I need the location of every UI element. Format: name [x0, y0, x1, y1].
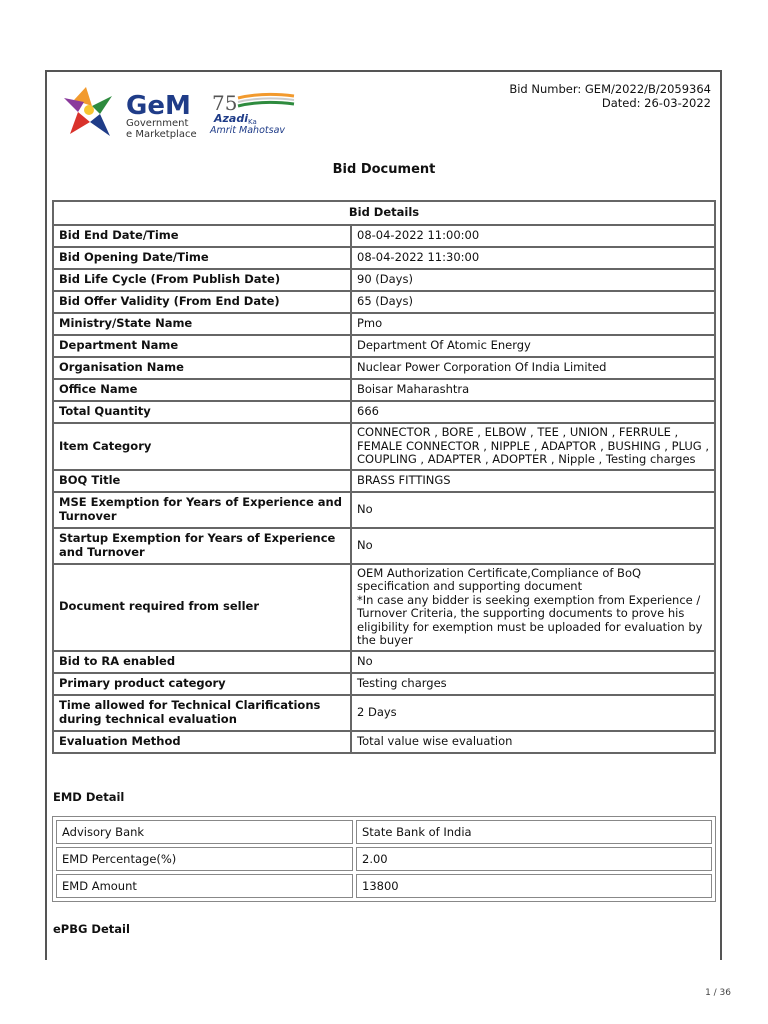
row-value: Total value wise evaluation — [351, 731, 715, 753]
svg-text:Ka: Ka — [248, 118, 257, 126]
document-title: Bid Document — [332, 162, 436, 177]
table-row — [53, 731, 715, 753]
row-key: Organisation Name — [53, 357, 351, 379]
row-key: Primary product category — [53, 673, 351, 695]
row-value: Department Of Atomic Energy — [351, 335, 715, 357]
row-value: State Bank of India — [356, 820, 712, 844]
row-key: EMD Amount — [56, 874, 353, 898]
row-key: EMD Percentage(%) — [56, 847, 353, 871]
table-row — [56, 874, 712, 898]
bid-dated: Dated: 26-03-2022 — [601, 96, 711, 110]
table-row — [53, 492, 715, 528]
row-value: Testing charges — [351, 673, 715, 695]
row-key: Evaluation Method — [53, 731, 351, 753]
row-key: Bid Offer Validity (From End Date) — [53, 291, 351, 313]
table-row — [53, 423, 715, 470]
gem-star-icon — [64, 87, 112, 136]
svg-text:Government: Government — [126, 118, 189, 129]
row-key: Time allowed for Technical Clarifications during technical evaluation — [53, 695, 351, 731]
table-row — [53, 269, 715, 291]
table-row — [53, 651, 715, 673]
bid-number: Bid Number: GEM/2022/B/2059364 — [509, 82, 711, 96]
row-value: Nuclear Power Corporation Of India Limited — [351, 357, 715, 379]
table-row — [53, 335, 715, 357]
svg-text:e Marketplace: e Marketplace — [126, 129, 197, 140]
row-key: Startup Exemption for Years of Experience and Turnover — [53, 528, 351, 564]
row-value-note: *In case any bidder is seeking exemption from Experience / Turnover Criteria, the supporting documents to prove his eligibility for exemption must be uploaded for evaluation by the buyer — [357, 592, 703, 647]
row-value: 90 (Days) — [351, 269, 715, 291]
row-value: 65 (Days) — [351, 291, 715, 313]
row-key: MSE Exemption for Years of Experience and Turnover — [53, 492, 351, 528]
row-key: Office Name — [53, 379, 351, 401]
emd-detail-title: EMD Detail — [53, 790, 125, 804]
page-number: 1 / 36 — [705, 988, 731, 998]
table-row — [56, 847, 712, 871]
epbg-detail-title: ePBG Detail — [53, 922, 130, 936]
table-row — [53, 673, 715, 695]
row-value-line: OEM Authorization Certificate,Compliance of BoQ specification and supporting document — [357, 565, 642, 593]
row-key: Ministry/State Name — [53, 313, 351, 335]
row-value: 2 Days — [351, 695, 715, 731]
row-key: BOQ Title — [53, 470, 351, 492]
row-key: Item Category — [53, 423, 351, 470]
azadi-ka-amrit-mahotsav-logo — [208, 90, 308, 136]
table-row — [56, 820, 712, 844]
emd-detail-table — [52, 816, 716, 902]
row-value: 2.00 — [356, 847, 712, 871]
bid-meta — [509, 82, 711, 110]
row-key: Advisory Bank — [56, 820, 353, 844]
row-value: CONNECTOR , BORE , ELBOW , TEE , UNION , FERRULE , FEMALE CONNECTOR , NIPPLE , ADAPTOR , BUSHING , PLUG , COUPLING , ADAPTER , ADOPTER , Nipple , Testing charges — [351, 423, 715, 470]
row-key: Document required from seller — [53, 564, 351, 651]
row-value: 666 — [351, 401, 715, 423]
svg-text:Amrit Mahotsav: Amrit Mahotsav — [210, 125, 286, 136]
table-heading-row — [53, 201, 715, 225]
row-value: 08-04-2022 11:00:00 — [351, 225, 715, 247]
table-row — [53, 313, 715, 335]
row-key: Bid End Date/Time — [53, 225, 351, 247]
table-row — [53, 695, 715, 731]
row-key: Bid to RA enabled — [53, 651, 351, 673]
row-value — [351, 564, 715, 651]
table-row — [53, 401, 715, 423]
row-key: Bid Opening Date/Time — [53, 247, 351, 269]
row-key: Bid Life Cycle (From Publish Date) — [53, 269, 351, 291]
gem-logo — [64, 82, 214, 142]
svg-text:75: 75 — [212, 91, 238, 115]
row-value: 13800 — [356, 874, 712, 898]
bid-details-table — [52, 200, 716, 754]
table-row — [53, 379, 715, 401]
svg-text:Azadi: Azadi — [214, 112, 248, 125]
row-value: No — [351, 528, 715, 564]
row-value: Pmo — [351, 313, 715, 335]
table-row — [53, 528, 715, 564]
bid-details-heading: Bid Details — [53, 201, 715, 225]
svg-text:GeM: GeM — [126, 91, 191, 121]
table-row — [53, 357, 715, 379]
table-row — [53, 291, 715, 313]
table-row — [53, 225, 715, 247]
row-key: Total Quantity — [53, 401, 351, 423]
table-row — [53, 470, 715, 492]
table-row — [53, 247, 715, 269]
row-value: 08-04-2022 11:30:00 — [351, 247, 715, 269]
row-value: No — [351, 492, 715, 528]
row-key: Department Name — [53, 335, 351, 357]
row-value: No — [351, 651, 715, 673]
table-row — [53, 564, 715, 651]
row-value: BRASS FITTINGS — [351, 470, 715, 492]
row-value: Boisar Maharashtra — [351, 379, 715, 401]
